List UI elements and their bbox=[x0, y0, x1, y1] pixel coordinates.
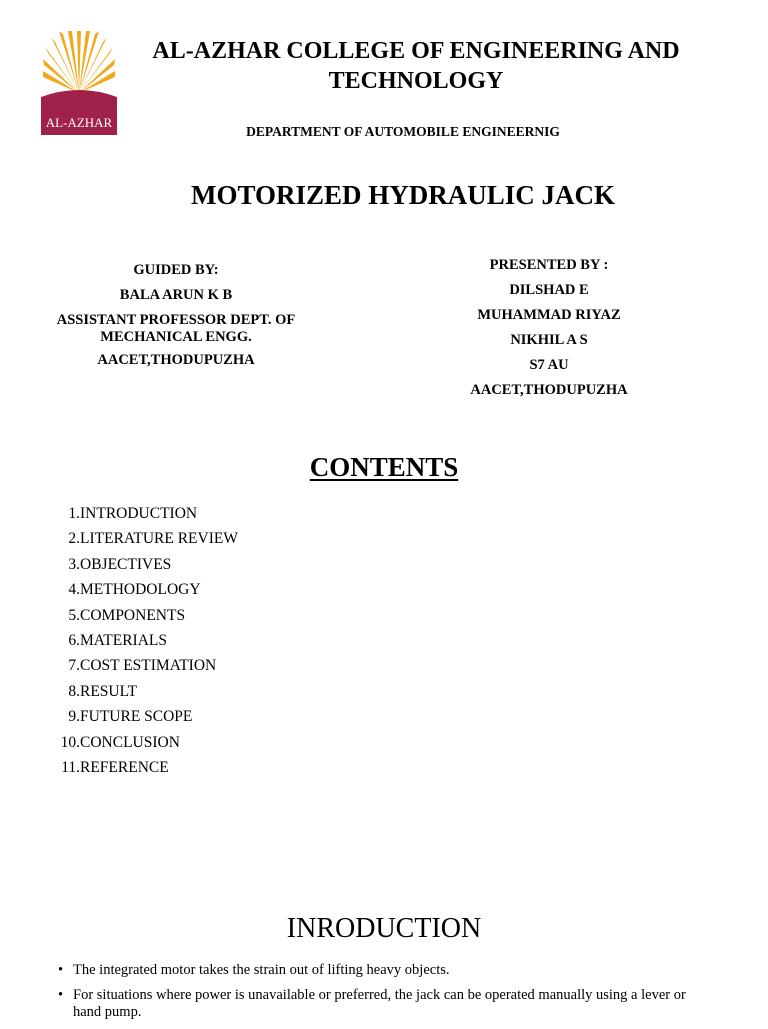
item-label: RESULT bbox=[80, 682, 138, 700]
guide-institution: AACET,THODUPUZHA bbox=[97, 352, 255, 368]
item-label: REFERENCE bbox=[80, 758, 169, 776]
contents-item bbox=[40, 607, 238, 632]
item-label: LITERATURE REVIEW bbox=[80, 530, 238, 548]
item-number: 6. bbox=[68, 631, 80, 649]
contents-item bbox=[40, 530, 238, 555]
item-number: 7. bbox=[68, 657, 80, 675]
bullet-text: The integrated motor takes the strain out of lifting heavy objects. bbox=[73, 962, 450, 978]
contents-list bbox=[40, 505, 238, 784]
bullet-item bbox=[58, 987, 698, 1021]
contents-item bbox=[40, 581, 238, 606]
guided-by-block bbox=[30, 262, 322, 377]
presenter-name: MUHAMMAD RIYAZ bbox=[477, 307, 621, 323]
department-name: DEPARTMENT OF AUTOMOBILE ENGINEERNIG bbox=[246, 124, 560, 139]
item-number: 2. bbox=[68, 530, 80, 548]
presenter-name: NIKHIL A S bbox=[510, 332, 588, 348]
project-title: MOTORIZED HYDRAULIC JACK bbox=[190, 180, 616, 210]
item-number: 10. bbox=[60, 733, 80, 751]
bullet-marker: • bbox=[58, 987, 64, 1003]
item-number: 11. bbox=[61, 758, 80, 776]
guide-role: ASSISTANT PROFESSOR DEPT. OF MECHANICAL ENGG. bbox=[56, 312, 296, 345]
item-label: COMPONENTS bbox=[80, 606, 186, 624]
bullet-item bbox=[58, 962, 698, 979]
presenter-class: S7 AU bbox=[529, 357, 569, 373]
contents-item bbox=[40, 683, 238, 708]
item-label: METHODOLOGY bbox=[80, 581, 201, 599]
item-number: 1. bbox=[68, 505, 80, 522]
item-number: 5. bbox=[68, 606, 80, 624]
contents-item bbox=[40, 505, 238, 530]
contents-item bbox=[40, 759, 238, 784]
presented-by-heading: PRESENTED BY : bbox=[489, 257, 609, 273]
item-label: FUTURE SCOPE bbox=[80, 708, 193, 726]
bullet-marker: • bbox=[58, 962, 64, 978]
contents-item bbox=[40, 657, 238, 682]
presenter-name: DILSHAD E bbox=[509, 282, 589, 298]
bullet-text: For situations where power is unavailable or preferred, the jack can be operated manually using a lever or hand pump. bbox=[73, 987, 686, 1020]
guided-by-heading: GUIDED BY: bbox=[133, 262, 219, 278]
item-number: 4. bbox=[68, 581, 80, 599]
presented-by-block bbox=[440, 257, 658, 407]
contents-item bbox=[40, 734, 238, 759]
introduction-heading: INRODUCTION bbox=[286, 913, 482, 944]
item-label: INTRODUCTION bbox=[80, 505, 198, 522]
contents-item bbox=[40, 556, 238, 581]
contents-heading: CONTENTS bbox=[309, 452, 459, 482]
item-number: 9. bbox=[68, 708, 80, 726]
college-logo bbox=[41, 31, 117, 135]
item-label: OBJECTIVES bbox=[80, 555, 172, 573]
item-number: 3. bbox=[68, 555, 80, 573]
presenter-institution: AACET,THODUPUZHA bbox=[470, 382, 628, 398]
logo-text: AL-AZHAR bbox=[45, 115, 113, 130]
item-number: 8. bbox=[68, 682, 80, 700]
guide-name: BALA ARUN K B bbox=[119, 287, 233, 303]
item-label: CONCLUSION bbox=[80, 733, 180, 751]
item-label: MATERIALS bbox=[80, 631, 167, 649]
contents-item bbox=[40, 708, 238, 733]
item-label: COST ESTIMATION bbox=[80, 657, 217, 675]
introduction-bullets bbox=[58, 962, 698, 1029]
college-name: AL-AZHAR COLLEGE OF ENGINEERING AND TECHNOLOGY bbox=[152, 38, 680, 94]
contents-item bbox=[40, 632, 238, 657]
